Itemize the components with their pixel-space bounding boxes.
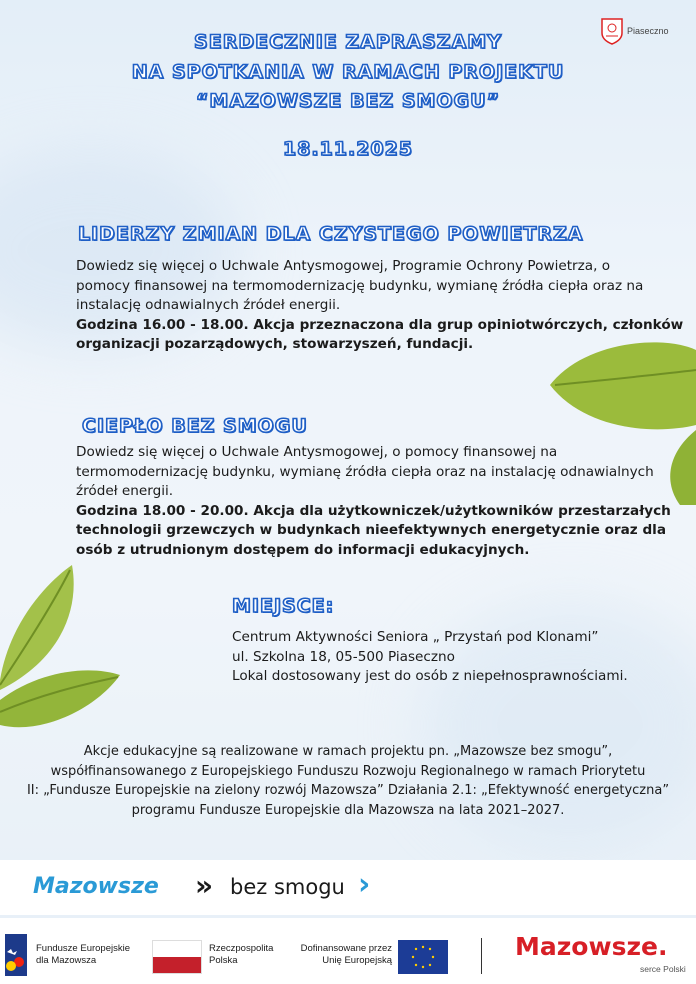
mazowsze-brand: Mazowsze [33,874,159,899]
title-line-2: NA SPOTKANIA W RAMACH PROJEKTU [131,61,565,83]
mazowsze-logo-subtitle: serce Polski [640,964,686,974]
section2-heading: CIEPŁO BEZ SMOGU [82,415,308,437]
text-line: dla Mazowsza [36,955,97,966]
text-line: Akcje edukacyjne są realizowane w ramach projektu pn. „Mazowsze bez smogu”, [83,744,613,759]
eu-flag-icon [398,940,448,974]
text-line: źródeł energii. [76,483,174,499]
text-line: Dofinansowane przez [300,943,392,954]
fe-logo-text [36,943,130,967]
event-date: 18.11.2025 [282,138,414,160]
chevron-right-icon: › [358,867,371,902]
text-line: Lokal dostosowany jest do osób z niepełnosprawnościami. [232,668,628,684]
title-line-3: “MAZOWSZE BEZ SMOGU” [195,90,501,112]
campaign-banner [0,860,696,915]
text-line: II: „Fundusze Europejskie na zielony rozwój Mazowsza” Działania 2.1: „Efektywność energetyczna” [26,783,670,798]
text-line: współfinansowanego z Europejskiego Funduszu Rozwoju Regionalnego w ramach Priorytetu [50,763,646,779]
polish-flag-icon [152,940,202,974]
text-line: instalację odnawialnych źródeł energii. [76,297,341,313]
text-line: osób z utrudnionym dostępem do informacji edukacyjnych. [76,541,530,558]
leaf-decoration-left [0,560,125,735]
text-line: Polska [209,955,238,966]
text-line: Dowiedz się więcej o Uchwale Antysmogowej, o pomocy finansowej na [76,444,558,460]
city-logo-label: Piaseczno [627,26,669,36]
text-line: programu Fundusze Europejskie dla Mazowsza na lata 2021–2027. [131,802,565,818]
text-line: Godzina 16.00 - 18.00. Akcja przeznaczona dla grup opiniotwórczych, członków [76,316,684,333]
divider [481,938,482,974]
text-line: Dowiedz się więcej o Uchwale Antysmogowej, Programie Ochrony Powietrza, o [76,258,611,274]
text-line: pomocy finansowej na termomodernizację budynku, wymianę źródła ciepła oraz na [76,277,644,294]
place-heading: MIEJSCE: [232,595,335,617]
fe-logo-icon [5,934,27,976]
text-line: Centrum Aktywności Seniora „ Przystań pod Klonami” [232,629,599,645]
ue-logo-text [296,943,392,967]
funding-logos [0,918,696,984]
text-line: Unię Europejską [322,955,392,966]
text-line: technologii grzewczych w budynkach nieefektywnych energetycznie oraz dla [76,522,667,538]
text-line: Fundusze Europejskie [36,943,130,954]
text-line: ul. Szkolna 18, 05-500 Piaseczno [232,648,455,665]
rp-logo-text [209,943,273,967]
text-line: Rzeczpospolita [209,943,274,954]
section1-heading: LIDERZY ZMIAN DLA CZYSTEGO POWIETRZA [78,223,584,245]
text-line: termomodernizację budynku, wymianę źródła ciepła oraz na instalację odnawialnych [76,463,654,480]
campaign-tagline: bez smogu [230,875,345,899]
footer-note [0,742,696,820]
place-body [232,628,628,687]
title-line-1: SERDECZNIE ZAPRASZAMY [194,31,502,53]
chevrons-icon: » [195,869,214,902]
mazowsze-logo: Mazowsze. [515,932,668,961]
text-line: organizacji pozarządowych, stowarzyszeń, fundacji. [76,336,474,352]
text-line: Godzina 18.00 - 20.00. Akcja dla użytkowniczek/użytkowników przestarzałych [76,502,671,519]
section2-body [76,443,671,560]
